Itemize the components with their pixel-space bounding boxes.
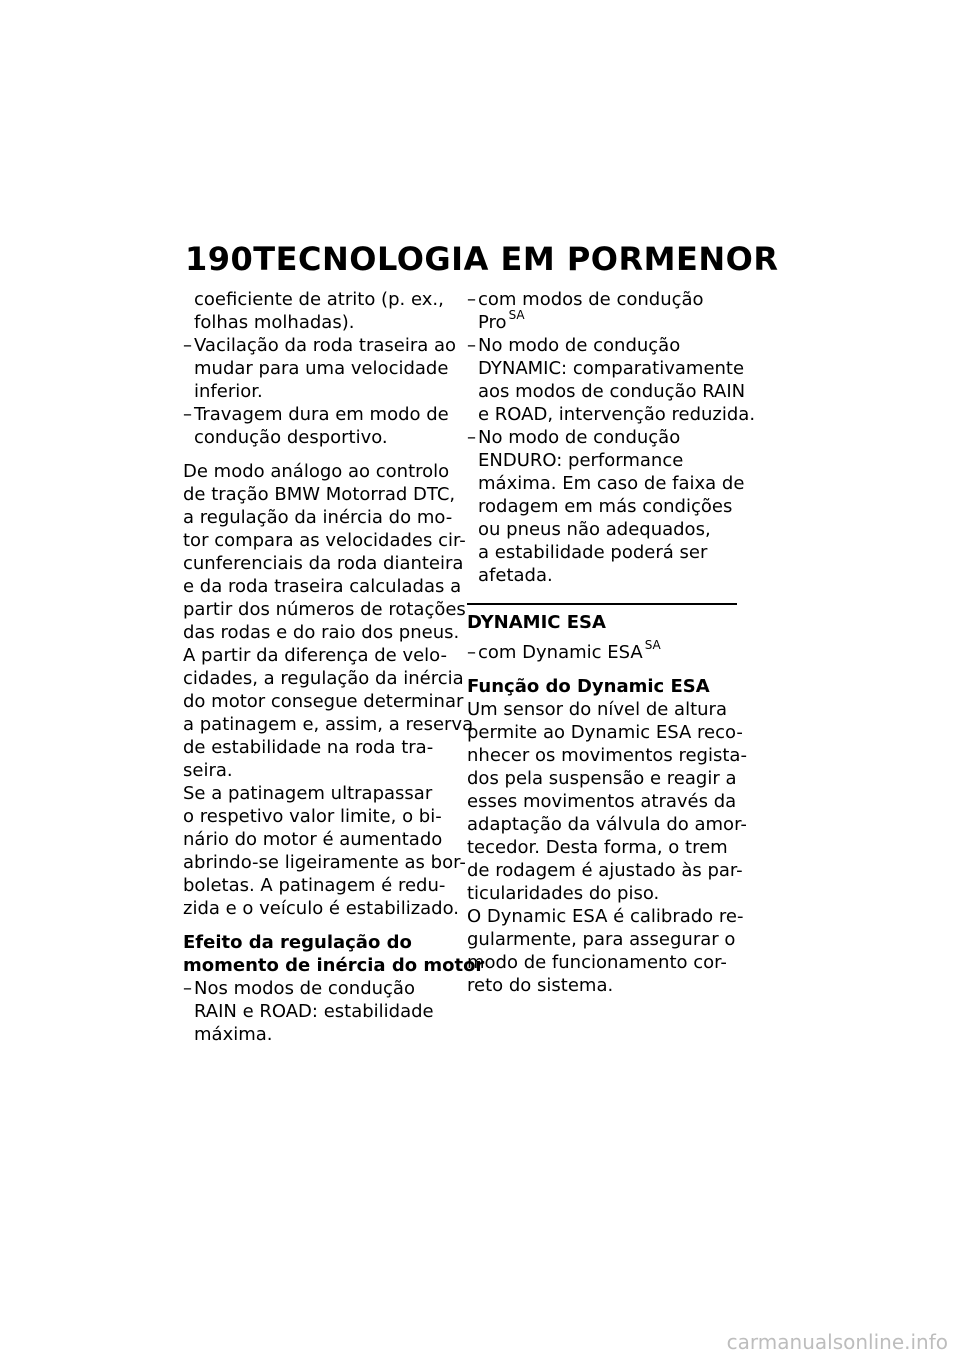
dash-bullet: – (467, 427, 476, 448)
text-line: zida e o veículo é estabilizado. (183, 898, 460, 919)
text-line: O Dynamic ESA é calibrado re- (467, 906, 744, 927)
text-line: abrindo-se ligeiramente as bor- (183, 852, 466, 873)
list-item (467, 334, 756, 426)
text-line: boletas. A patinagem é redu- (183, 875, 446, 896)
section-divider (467, 603, 737, 605)
text-line: De modo análogo ao controlo (183, 461, 450, 482)
text-line: a patinagem e, assim, a reserva (183, 714, 474, 735)
text-line: nhecer os movimentos regista- (467, 745, 747, 766)
text-line: ENDURO: performance (478, 450, 684, 471)
text-line: e da roda traseira calculadas a (183, 576, 462, 597)
text-line: Se a patinagem ultrapassar (183, 783, 433, 804)
text-line: No modo de condução (478, 335, 681, 356)
text-line: Um sensor do nível de altura (467, 699, 727, 720)
dash-bullet: – (467, 289, 476, 310)
text-line: afetada. (478, 565, 553, 586)
text-line: Pro (478, 312, 507, 333)
text-line: gularmente, para assegurar o (467, 929, 736, 950)
list-item (467, 638, 739, 664)
subheading: Função do Dynamic ESA (467, 676, 710, 697)
text-line: com Dynamic ESA (478, 642, 643, 663)
text-line: A partir da diferença de velo- (183, 645, 448, 666)
right-column (467, 288, 756, 997)
text-line: cunferenciais da roda dianteira (183, 553, 464, 574)
sa-superscript: SA (508, 308, 525, 322)
text-line: Travagem dura em modo de (194, 404, 449, 425)
text-line: rodagem em más condições (478, 496, 733, 517)
text-line: Vacilação da roda traseira ao (194, 335, 457, 356)
chapter-title: TECNOLOGIA EM PORMENOR (253, 240, 779, 278)
text-line: de estabilidade na roda tra- (183, 737, 434, 758)
list-item (183, 977, 448, 1046)
text-line: esses movimentos através da (467, 791, 737, 812)
list-item (183, 403, 448, 449)
text-line: de tração BMW Motorrad DTC, (183, 484, 456, 505)
text-line: a estabilidade poderá ser (478, 542, 708, 563)
text-line: cidades, a regulação da inércia (183, 668, 464, 689)
paragraph (467, 905, 744, 997)
sa-superscript: SA (644, 638, 661, 652)
text-line: inferior. (194, 381, 263, 402)
watermark: carmanualsonline.info (726, 1330, 948, 1354)
text-line: Nos modos de condução (194, 978, 415, 999)
intro-text (183, 288, 448, 334)
text-line: ticularidades do piso. (467, 883, 660, 904)
paragraph (467, 698, 747, 905)
dash-bullet: – (183, 335, 192, 356)
text-line: ou pneus não adequados, (478, 519, 711, 540)
section-heading (183, 931, 485, 977)
text-line: adaptação da válvula do amor- (467, 814, 747, 835)
text-line: permite ao Dynamic ESA reco- (467, 722, 743, 743)
text-line: das rodas e do raio dos pneus. (183, 622, 460, 643)
dash-bullet: – (183, 404, 192, 425)
text-line: a regulação da inércia do mo- (183, 507, 453, 528)
text-line: dos pela suspensão e reagir a (467, 768, 737, 789)
text-line: modo de funcionamento cor- (467, 952, 727, 973)
text-line: seira. (183, 760, 233, 781)
text-line: mudar para uma velocidade (194, 358, 449, 379)
heading-line: momento de inércia do motor (183, 955, 485, 976)
list-item (183, 334, 457, 403)
list-item (467, 426, 745, 587)
text-line: tecedor. Desta forma, o trem (467, 837, 728, 858)
paragraph (183, 460, 474, 782)
text-line: com modos de condução (478, 289, 704, 310)
list-item (467, 288, 739, 334)
dash-bullet: – (183, 978, 192, 999)
section-title: DYNAMIC ESA (467, 612, 606, 633)
text-line: No modo de condução (478, 427, 681, 448)
page-header (185, 240, 779, 280)
text-line: de rodagem é ajustado às par- (467, 860, 743, 881)
text-line: do motor consegue determinar (183, 691, 464, 712)
text-line: e ROAD, intervenção reduzida. (478, 404, 756, 425)
text-line: nário do motor é aumentado (183, 829, 443, 850)
text-line: tor compara as velocidades cir- (183, 530, 466, 551)
dash-bullet: – (467, 335, 476, 356)
text-line: o respetivo valor limite, o bi- (183, 806, 442, 827)
text-line: folhas molhadas). (194, 312, 355, 333)
text-line: DYNAMIC: comparativamente (478, 358, 745, 379)
text-line: máxima. (194, 1024, 273, 1045)
text-line: condução desportivo. (194, 427, 388, 448)
text-line: reto do sistema. (467, 975, 614, 996)
heading-line: Efeito da regulação do (183, 932, 412, 953)
text-line: coeficiente de atrito (p. ex., (194, 289, 444, 310)
page-number: 190 (185, 240, 254, 278)
paragraph (183, 782, 466, 920)
text-line: RAIN e ROAD: estabilidade (194, 1001, 434, 1022)
text-line: partir dos números de rotações (183, 599, 466, 620)
text-line: aos modos de condução RAIN (478, 381, 746, 402)
left-column (183, 288, 485, 1046)
dash-bullet: – (467, 642, 476, 663)
text-line: máxima. Em caso de faixa de (478, 473, 745, 494)
